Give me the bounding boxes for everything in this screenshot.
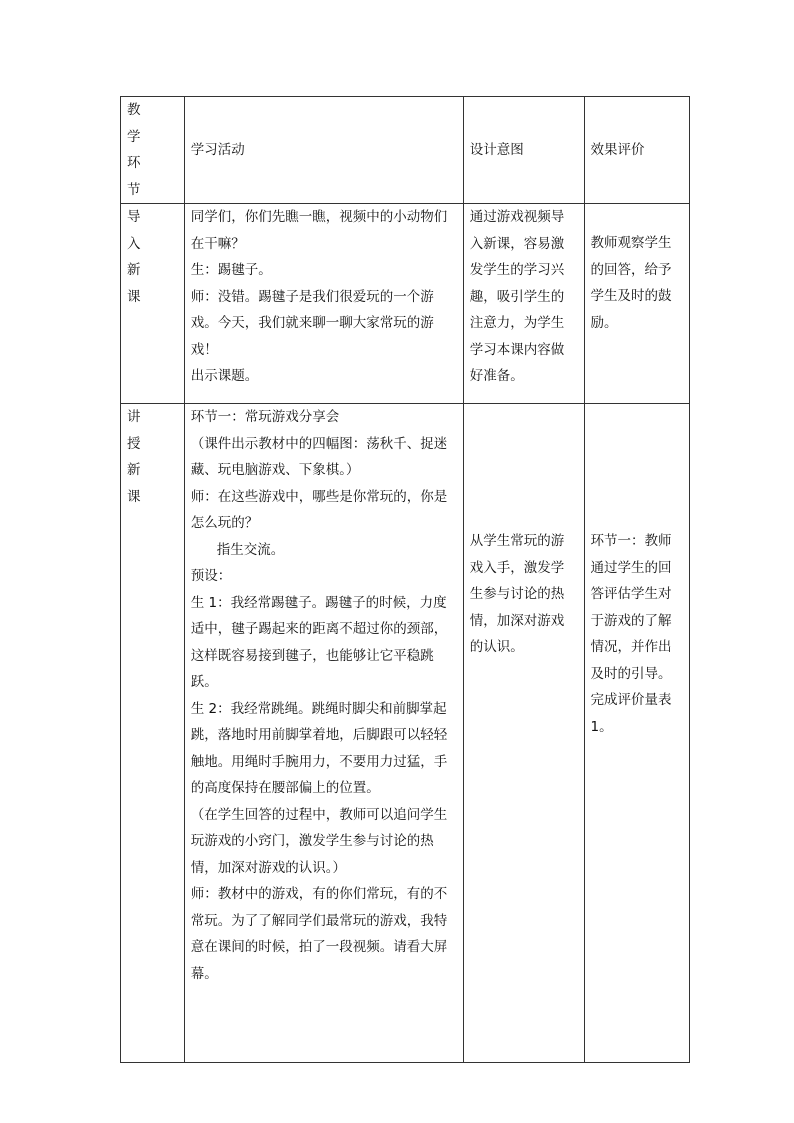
table-row-intro	[121, 204, 690, 404]
teach-evaluation-cell	[584, 404, 689, 1063]
teach-activity-line-2: 师：在这些游戏中，哪些是你常玩的，你是怎么玩的？	[190, 488, 448, 531]
teach-activity-line-6: 生 2：我经常跳绳。跳绳时脚尖和前脚掌起跳，落地时用前脚掌着地，后脚跟可以轻轻触地。用绳时手腕用力，不要用力过猛，手的高度保持在腰部偏上的位置。	[190, 700, 448, 796]
teach-activity-line-1: （课件出示教材中的四幅图：荡秋千、捉迷藏、玩电脑游戏、下象棋。）	[190, 435, 448, 478]
header-stage-cell	[121, 97, 185, 204]
intro-stage-cell	[121, 204, 185, 404]
intro-stage-line1: 导 入 新	[127, 209, 148, 278]
lesson-plan-table	[120, 96, 690, 1063]
teach-activity-line-8: 师：教材中的游戏，有的你们常玩，有的不常玩。为了了解同学们最常玩的游戏，我特意在课间的时候，拍了一段视频。请看大屏幕。	[190, 886, 448, 982]
teach-stage-line2: 课	[127, 488, 141, 505]
teach-intent-text: 从学生常玩的游戏入手，激发学生参与讨论的热情，加深对游戏的认识。	[469, 533, 565, 655]
teach-activity-line-4: 预设：	[190, 568, 232, 584]
intro-evaluation-cell	[584, 204, 689, 404]
intro-activity-cell	[184, 204, 463, 404]
intro-intent-text: 通过游戏视频导入新课，容易激发学生的学习兴趣，吸引学生的注意力，为学生学习本课内容做好准备。	[469, 209, 565, 384]
teach-evaluation-text: 环节一：教师通过学生的回答评估学生对于游戏的了解情况，并作出及时的引导。完成评价量表 1。	[590, 533, 672, 735]
teach-activity-line-7: （在学生回答的过程中，教师可以追问学生玩游戏的小窍门，激发学生参与讨论的热情，加深对游戏的认识。）	[190, 806, 448, 876]
header-evaluation-label: 效果评价	[590, 141, 645, 158]
teach-activity-line-0: 环节一：常玩游戏分享会	[190, 409, 340, 425]
intro-intent-cell	[463, 204, 584, 404]
teach-activity-line-5: 生 1：我经常踢毽子。踢毽子的时候，力度适中，毽子踢起来的距离不超过你的颈部，这样既容易接到毽子，也能够让它平稳跳跃。	[190, 594, 448, 690]
table-row-teach	[121, 404, 690, 1063]
teach-activity-cell	[184, 404, 463, 1063]
header-evaluation-cell	[584, 97, 689, 204]
header-intent-cell	[463, 97, 584, 204]
teach-stage-line1: 讲 授 新	[127, 409, 148, 478]
header-stage-line2: 节	[127, 181, 141, 198]
intro-activity-line-0: 同学们，你们先瞧一瞧，视频中的小动物们在干嘛？	[190, 209, 448, 252]
header-activity-cell	[184, 97, 463, 204]
header-stage-line1: 教 学 环	[127, 102, 148, 171]
teach-stage-cell	[121, 404, 185, 1063]
intro-activity-line-3: 出示课题。	[190, 368, 259, 384]
teach-intent-cell	[463, 404, 584, 1063]
table-header-row	[121, 97, 690, 204]
intro-stage-line2: 课	[127, 288, 141, 305]
intro-activity-line-2: 师：没错。踢毽子是我们很爱玩的一个游戏。今天，我们就来聊一聊大家常玩的游戏！	[190, 288, 434, 358]
intro-evaluation-text: 教师观察学生的回答，给予学生及时的鼓励。	[590, 235, 672, 331]
teach-activity-line-3: 指生交流。	[216, 541, 285, 558]
header-intent-label: 设计意图	[469, 141, 524, 158]
header-activity-label: 学习活动	[190, 141, 245, 158]
intro-activity-line-1: 生：踢毽子。	[190, 262, 272, 278]
